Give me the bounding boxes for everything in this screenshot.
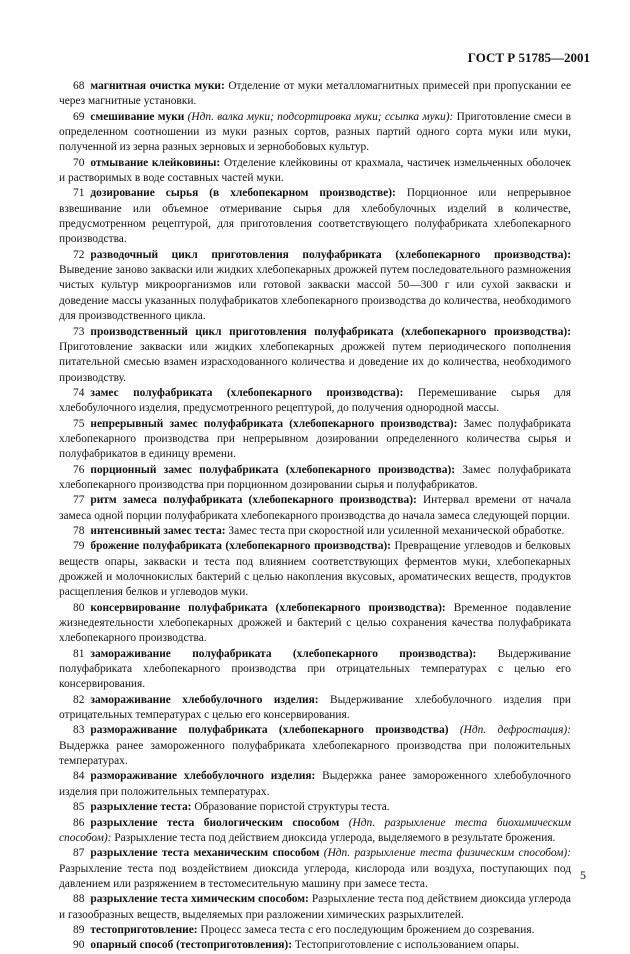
term-definition: Замес теста при скоростной или усиленной механической обработке. [225,524,565,537]
term-name: разрыхление теста: [90,801,192,814]
term-definition: Выдержка ранее замороженного полуфабриката хлебопекарного производства при положительных температурах. [59,739,571,768]
term-definition: Разрыхление теста под действием диоксида углерода и газообразных веществ, выделяемых при разложении химических разрыхлителей. [59,893,571,921]
term-definition: Перемешивание сырья для хлебобулочного изделия, предусмотренного рецептурой, до получения однородной массы. [59,386,572,415]
term-definition: Интервал времени от начала замеса одной порции полуфабриката хлебопекарного производства до начала замеса следующей порции. [59,494,571,522]
term-entry-90 [59,938,571,953]
term-name: размораживание хлебобулочного изделия: [90,770,316,783]
term-definition: Образование пористой структуры теста. [191,801,390,814]
term-number: 72 [73,248,85,261]
term-name: замораживание полуфабриката (хлебопекарного производства): [90,647,477,660]
term-name: порционный замес полуфабриката (хлебопекарного производства): [90,463,456,476]
term-definition: Превращение углеводов и белковых веществ опары, закваски и теста под влиянием соответствующих ферментов муки, хлебопекарных дрожжей и молочнокислых бактерий с целью накопления вкусовых, ароматических веществ, продуктов расщепления белков и углеводов муки. [59,540,571,599]
term-number: 77 [73,494,85,507]
term-number: 73 [73,325,85,338]
term-entry-84 [59,769,571,800]
term-entry-80 [59,601,571,647]
term-number: 78 [73,524,85,537]
term-alias: (Ндп. разрыхление теста физическим способом): [319,847,571,860]
term-number: 81 [73,647,85,660]
term-definition: Приготовление смеси в определенном соотношении из муки разных сортов, разных партий одного сорта муки или муки, полученной из зерна разных зерновых и зернобобовых культур. [59,110,571,154]
term-entry-76 [59,463,571,494]
term-name: брожение полуфабриката (хлебопекарного производства): [90,540,391,553]
term-name: отмывание клейковины: [90,156,221,169]
term-number: 87 [73,847,85,860]
term-number: 70 [73,156,85,169]
term-number: 69 [73,110,85,123]
term-name: интенсивный замес теста: [90,524,226,537]
term-definition: Выведение заново закваски или жидких хлебопекарных дрожжей путем последовательного размножения чистых культур микроорганизмов или готовой закваски массой 50—300 г или сухой закваски и доведение массы указанных полуфабрикатов хлебопекарного производства до количества, необходимого для производственного цикла. [59,264,571,323]
term-definition: Процесс замеса теста с его последующим брожением до созревания. [197,923,535,936]
term-entry-68 [59,79,571,110]
term-name: замес полуфабриката (хлебопекарного производства): [90,386,404,399]
terms-list [59,79,571,954]
term-definition: Порционное или непрерывное взвешивание или объемное отмеривание сырья для хлебобулочных изделий в количестве, предусмотренном рецептурой, для приготовления соответствующего полуфабриката хлебопекарного производства. [59,187,572,246]
term-name: магнитная очистка муки: [90,80,225,92]
term-definition: Приготовление закваски или жидких хлебопекарных дрожжей путем периодического пополнения питательной смесью взамен израсходованного количества и доведение их до количества, необходимого производству. [59,340,571,384]
term-number: 75 [73,417,85,430]
term-entry-74 [59,386,571,417]
term-entry-72 [59,248,571,325]
term-name: размораживание полуфабриката (хлебопекарного производства) [90,724,449,737]
term-name: разводочный цикл приготовления полуфабриката (хлебопекарного производства): [90,248,571,261]
term-name: разрыхление теста механическим способом [90,847,320,860]
term-entry-69 [59,110,571,156]
page-number: 5 [580,868,586,882]
term-number: 71 [73,187,85,200]
term-entry-88 [59,892,571,923]
term-name: смешивание муки [90,110,185,123]
term-name: ритм замеса полуфабриката (хлебопекарного производства): [90,494,417,507]
term-name: разрыхление теста биологическим способом [90,816,340,829]
term-number: 88 [73,893,85,906]
term-number: 89 [73,923,85,936]
term-number: 80 [73,601,85,614]
term-entry-71 [59,186,571,247]
standard-id-header: ГОСТ Р 51785—2001 [467,50,590,65]
term-number: 86 [73,816,85,829]
term-number: 76 [73,463,85,476]
term-entry-87 [59,846,571,892]
term-name: тестоприготовление: [90,923,198,936]
term-number: 83 [73,724,85,737]
term-name: консервирование полуфабриката (хлебопекарного производства): [90,601,446,614]
term-definition: Отделение клейковины от крахмала, частичек измельченных оболочек и растворимых в воде составных частей муки. [59,156,572,185]
term-definition: Выдерживание хлебобулочного изделия при отрицательных температурах с целью его консервирования. [59,693,571,722]
term-number: 68 [73,80,85,92]
term-definition: Замес полуфабриката хлебопекарного производства при непрерывном дозировании определенного количества сырья и полуфабрикатов в единицу времени. [59,417,571,461]
term-number: 74 [73,386,85,399]
term-definition: Разрыхление теста под действием диоксида углерода, выделяемого в результате брожения. [111,831,556,844]
term-definition: Тестоприготовление с использованием опары. [292,939,520,952]
term-name: дозирование сырья (в хлебопекарном производстве): [90,187,396,200]
term-number: 85 [73,801,85,814]
term-number: 84 [73,770,85,783]
term-name: производственный цикл приготовления полуфабриката (хлебопекарного производства): [90,325,571,338]
term-entry-82 [59,693,571,724]
term-alias: (Ндп. дефростация): [448,724,572,737]
term-definition: Разрыхление теста под воздействием диоксида углерода, кислорода или воздуха, поступающих под давлением или разряжением в тестомесительную машину при замесе теста. [59,862,571,890]
term-alias: (Ндп. разрыхление теста биохимическим способом): [59,816,572,844]
term-entry-70 [59,156,571,187]
term-number: 82 [73,693,85,706]
term-entry-78 [59,524,571,539]
term-alias: (Ндп. валка муки; подсортировка муки; ссыпка муки): [184,110,454,123]
term-definition: Выдержка ранее замороженного хлебобулочного изделия при положительных температурах. [59,770,571,798]
term-entry-77 [59,493,571,524]
term-number: 79 [73,540,85,553]
term-entry-73 [59,325,571,386]
term-entry-86 [59,816,571,847]
term-name: непрерывный замес полуфабриката (хлебопекарного производства): [90,417,458,430]
term-number: 90 [73,939,85,952]
term-definition: Выдерживание полуфабриката хлебопекарного производства при отрицательных температурах с целью его консервирования. [59,647,571,691]
term-entry-83 [59,723,571,769]
term-entry-75 [59,417,571,463]
term-entry-85 [59,800,571,815]
term-name: разрыхление теста химическим способом: [90,893,309,906]
term-definition: Отделение от муки металломагнитных примесей при пропускании ее через магнитные установки. [59,80,572,108]
term-name: замораживание хлебобулочного изделия: [90,693,319,706]
term-entry-79 [59,539,571,600]
term-definition: Временное подавление жизнедеятельности хлебопекарных дрожжей и бактерий с целью сохранения качества полуфабриката хлебопекарного производства. [59,601,571,645]
term-entry-81 [59,647,571,693]
term-definition: Замес полуфабриката хлебопекарного производства при порционном дозировании сырья и полуфабрикатов. [59,463,571,491]
term-entry-89 [59,923,571,938]
term-name: опарный способ (тестоприготовления): [90,939,293,952]
